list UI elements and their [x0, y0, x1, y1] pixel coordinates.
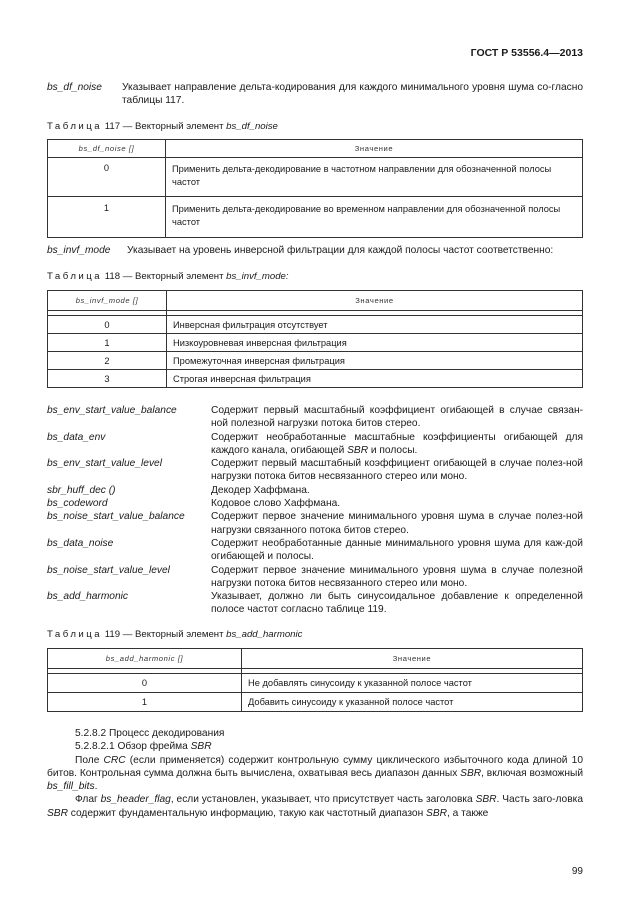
- definition-desc: Содержит необработанные масштабные коэффициенты огибающей для каждого канала, огибающей SBR и полосы.: [211, 431, 583, 456]
- caption-text: 119 — Векторный элемент: [104, 629, 224, 640]
- caption-term: bs_df_noise: [226, 121, 278, 132]
- table-row: [48, 334, 583, 352]
- definition-term: bs_add_harmonic: [47, 591, 128, 603]
- definition-desc: Содержит необработанные данные минимального уровня шума для каж-дой огибающей и полосы.: [211, 537, 583, 563]
- table-row: [48, 693, 583, 712]
- caption-word: Таблица: [47, 629, 103, 640]
- section-body: [47, 727, 583, 820]
- table-cell-desc: Низкоуровневая инверсная фильтрация: [167, 334, 583, 352]
- table-119: [47, 648, 583, 712]
- table-cell-value: 1: [48, 197, 166, 238]
- definition-term: bs_df_noise: [47, 82, 102, 93]
- table-cell-value: 2: [48, 352, 167, 370]
- caption-word: Таблица: [47, 121, 103, 132]
- table-row: [48, 316, 583, 334]
- definition-term: bs_noise_start_value_level: [47, 564, 170, 576]
- subsection-heading: 5.2.8.2.1 Обзор фрейма SBR: [75, 741, 212, 753]
- table-cell-desc: Добавить синусоиду к указанной полосе частот: [242, 693, 583, 712]
- page-number: 99: [571, 866, 583, 877]
- definition-term: bs_data_noise: [47, 537, 114, 549]
- column-header: bs_add_harmonic []: [48, 649, 242, 669]
- table-cell-desc: Строгая инверсная фильтрация: [167, 370, 583, 388]
- list-item: [47, 537, 583, 564]
- table-cell-value: 3: [48, 370, 167, 388]
- table-cell-desc: Применить дельта-декодирование во временном направлении для обозначенной полосы частот: [166, 197, 583, 238]
- table-118-caption: [47, 271, 289, 282]
- definition-desc: Указывает на уровень инверсной фильтрации для каждой полосы частот соответственно:: [127, 245, 554, 256]
- table-cell-desc: Применить дельта-декодирование в частотном направлении для обозначенной полосы частот: [166, 158, 583, 197]
- table-cell-desc: Инверсная фильтрация отсутствует: [167, 316, 583, 334]
- definition-term: bs_env_start_value_balance: [47, 405, 177, 416]
- table-row: [48, 352, 583, 370]
- column-header: bs_df_noise []: [48, 140, 166, 158]
- list-item: [47, 431, 583, 458]
- definition-bs-df-noise: [47, 81, 583, 107]
- standard-code: ГОСТ Р 53556.4—2013: [470, 47, 583, 59]
- definitions-list: [47, 404, 583, 617]
- definition-desc: Содержит первое значение минимального уровня шума в случае полезной нагрузки потока битов несвязанного стерео или моно.: [211, 564, 583, 589]
- table-row: [48, 197, 583, 238]
- column-header: Значение: [167, 291, 583, 311]
- caption-text: 117 — Векторный элемент: [104, 121, 224, 132]
- table-header-row: [48, 649, 583, 669]
- list-item: [47, 457, 583, 484]
- definition-desc: Содержит первое значение минимального уровня шума в случае полез-ной нагрузки связанного потока битов стерео.: [211, 511, 583, 536]
- definition-desc: Содержит первый масштабный коэффициент огибающей в случае связан-ной полезной нагрузки потока битов стерео.: [211, 405, 583, 430]
- definition-desc: Указывает, должно ли быть синусоидальное добавление к определенной полосе частот согласно таблице 119.: [211, 591, 583, 616]
- paragraph-header-flag: Флаг bs_header_flag, если установлен, указывает, что присутствует часть заголовка SBR. Часть заго-ловка SBR содержит фундаментальную информацию, такую как частотный диапазон SBR, а также: [47, 794, 583, 819]
- list-item: [47, 484, 583, 497]
- list-item: [47, 497, 583, 510]
- caption-word: Таблица: [47, 271, 103, 282]
- table-row: [48, 370, 583, 388]
- definition-term: bs_noise_start_value_balance: [47, 511, 185, 523]
- table-cell-value: 0: [48, 316, 167, 334]
- table-header-row: [48, 291, 583, 311]
- definition-desc: Содержит первый масштабный коэффициент огибающей в случае полез-ной нагрузки потока битов несвязанного стерео или моно.: [211, 458, 583, 483]
- table-117-caption: [47, 121, 278, 132]
- table-118: [47, 290, 583, 388]
- caption-text: 118 — Векторный элемент: [104, 271, 224, 282]
- definition-desc: Указывает направление дельта-кодирования для каждого минимального уровня шума со-гласно таблицы 117.: [122, 82, 583, 106]
- table-cell-value: 1: [48, 693, 242, 712]
- caption-term: bs_add_harmonic: [226, 629, 303, 640]
- column-header: Значение: [166, 140, 583, 158]
- table-117: [47, 139, 583, 238]
- section-heading: 5.2.8.2 Процесс декодирования: [75, 728, 225, 739]
- table-cell-desc: Не добавлять синусоиду к указанной полосе частот: [242, 674, 583, 693]
- list-item: [47, 404, 583, 431]
- table-cell-desc: Промежуточная инверсная фильтрация: [167, 352, 583, 370]
- table-119-caption: [47, 629, 302, 640]
- definition-desc: Декодер Хаффмана.: [211, 484, 310, 496]
- list-item: [47, 510, 583, 537]
- definition-term: bs_data_env: [47, 431, 106, 443]
- table-header-row: [48, 140, 583, 158]
- caption-term: bs_invf_mode:: [226, 271, 289, 282]
- list-item: [47, 564, 583, 591]
- column-header: Значение: [242, 649, 583, 669]
- list-item: [47, 590, 583, 617]
- definition-desc: Кодовое слово Хаффмана.: [211, 498, 341, 510]
- table-cell-value: 0: [48, 158, 166, 197]
- paragraph-crc: Поле CRC (если применяется) содержит контрольную сумму циклического избыточного кода длиной 10 битов. Контрольная сумма должна быть вычислена, охватывая весь диапазон данных SBR, включая возможный bs_fill_bits.: [47, 754, 584, 793]
- column-header: bs_invf_mode []: [48, 291, 167, 311]
- definition-term: bs_codeword: [47, 498, 108, 510]
- definition-term: sbr_huff_dec (): [47, 484, 116, 496]
- table-cell-value: 0: [48, 674, 242, 693]
- definition-bs-invf-mode: [47, 244, 583, 257]
- definition-term: bs_env_start_value_level: [47, 458, 162, 470]
- table-row: [48, 674, 583, 693]
- table-cell-value: 1: [48, 334, 167, 352]
- table-row: [48, 158, 583, 197]
- definition-term: bs_invf_mode: [47, 245, 111, 256]
